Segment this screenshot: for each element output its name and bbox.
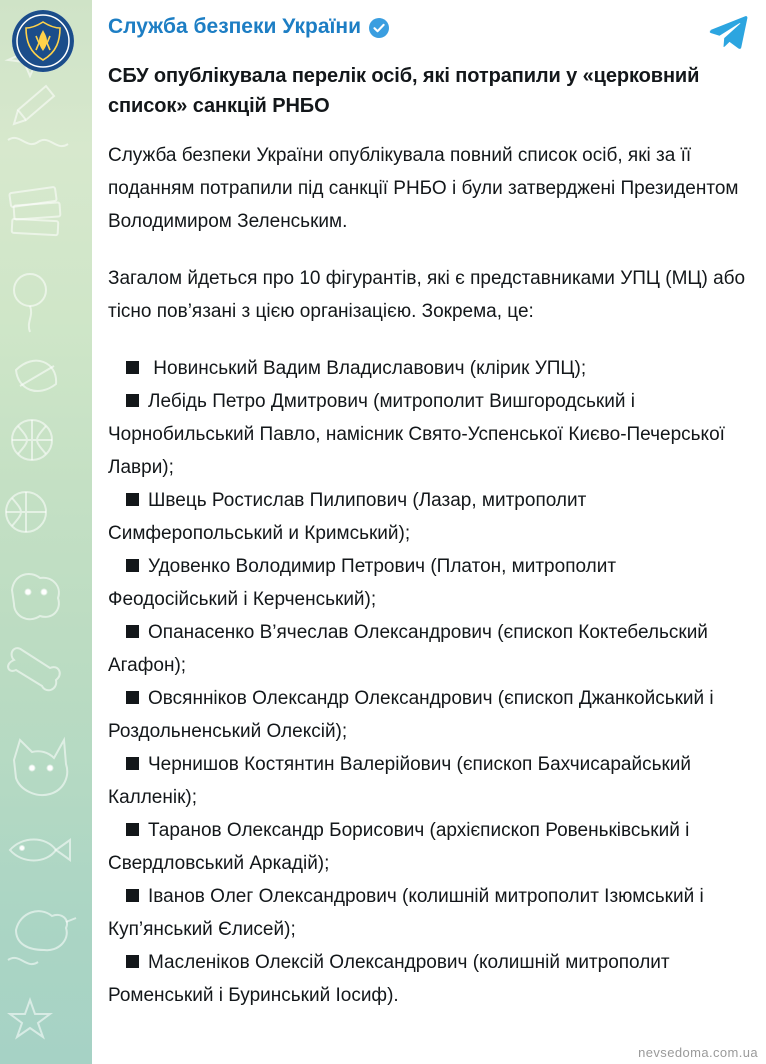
square-bullet-icon [126, 955, 139, 968]
square-bullet-icon [126, 757, 139, 770]
list-item-text: Новинський Вадим Владиславович (клірик УПЦ); [148, 358, 587, 379]
message-header [108, 14, 748, 55]
decorative-doodle-strip [0, 0, 92, 1064]
list-item-text: Швець Ростислав Пилипович (Лазар, митрополит Симферопольський и Кримський); [108, 490, 587, 544]
list-item [108, 946, 748, 1012]
telegram-icon[interactable] [708, 14, 748, 55]
post-paragraph-2: Загалом йдеться про 10 фігурантів, які є представниками УПЦ (МЦ) або тісно пов’язані з цією організацією. Зокрема, це: [108, 268, 746, 322]
list-item [108, 880, 748, 946]
list-item-text: Чернишов Костянтин Валерійович (єпископ Бахчисарайський Калленік); [108, 754, 692, 808]
list-item [108, 682, 748, 748]
list-item-text: Овсянніков Олександр Олександрович (єпископ Джанкойський і Роздольненський Олексій); [108, 688, 714, 742]
square-bullet-icon [126, 625, 139, 638]
list-item [108, 748, 748, 814]
list-item [108, 616, 748, 682]
list-item [108, 484, 748, 550]
list-item [108, 352, 748, 385]
post-title: СБУ опублікувала перелік осіб, які потрапили у «церковний список» санкцій РНБО [108, 65, 700, 117]
square-bullet-icon [126, 559, 139, 572]
list-item-text: Опанасенко В’ячеслав Олександрович (єпископ Коктебельский Агафон); [108, 622, 708, 676]
list-item-text: Іванов Олег Олександрович (колишній митрополит Ізюмський і Куп’янський Єлисей); [108, 886, 704, 940]
square-bullet-icon [126, 394, 139, 407]
message-card [92, 0, 766, 1064]
square-bullet-icon [126, 691, 139, 704]
post-paragraph-1: Служба безпеки України опублікувала повний список осіб, які за її поданням потрапили під санкції РНБО і були затверджені Президентом Володимиром Зеленським. [108, 145, 739, 232]
verified-badge-icon [369, 18, 389, 43]
sanctioned-persons-list [108, 352, 748, 1012]
square-bullet-icon [126, 823, 139, 836]
channel-name[interactable]: Служба безпеки України [108, 15, 362, 38]
list-item-text: Лебідь Петро Дмитрович (митрополит Вишгородський і Чорнобильський Павло, намісник Свято-Успенської Києво-Печерської Лаври); [108, 391, 725, 478]
list-item-text: Масленіков Олексій Олександрович (колишній митрополит Роменський і Буринський Іосиф). [108, 952, 670, 1006]
avatar[interactable] [12, 10, 74, 72]
list-item-text: Таранов Олександр Борисович (архієпископ Ровеньківський і Свердловський Аркадій); [108, 820, 690, 874]
watermark: nevsedoma.com.ua [638, 1045, 758, 1060]
square-bullet-icon [126, 361, 139, 374]
list-item [108, 550, 748, 616]
list-item [108, 385, 748, 484]
list-item-text: Удовенко Володимир Петрович (Платон, митрополит Феодосійський і Керченський); [108, 556, 617, 610]
square-bullet-icon [126, 493, 139, 506]
square-bullet-icon [126, 889, 139, 902]
list-item [108, 814, 748, 880]
